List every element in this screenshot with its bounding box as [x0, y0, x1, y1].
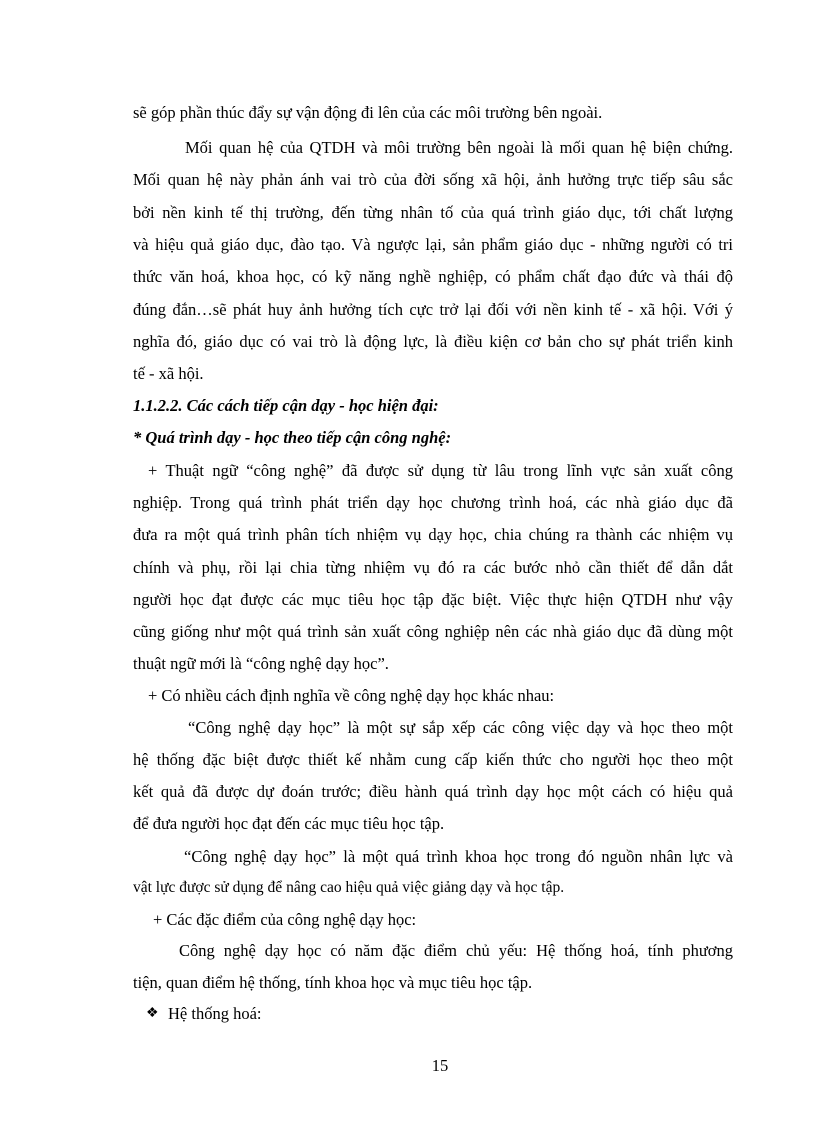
paragraph-line: đưa ra một quá trình phân tích nhiệm vụ dạy học, chia chúng ra thành các nhiệm vụ — [133, 525, 733, 544]
paragraph-line: tế - xã hội. — [133, 364, 204, 383]
paragraph-line: để đưa người học đạt đến các mục tiêu học tập. — [133, 814, 445, 833]
paragraph-line: “Công nghệ dạy học” là một quá trình khoa học trong đó nguồn nhân lực và — [184, 847, 733, 866]
paragraph-line: Mối quan hệ của QTDH và môi trường bên ngoài là mối quan hệ biện chứng. — [185, 138, 733, 157]
paragraph-line: + Có nhiều cách định nghĩa về công nghệ dạy học khác nhau: — [148, 686, 555, 705]
section-heading: 1.1.2.2. Các cách tiếp cận dạy - học hiện đại: — [133, 396, 439, 415]
paragraph-line: nghiệp. Trong quá trình phát triển dạy học chương trình hoá, các nhà giáo dục đã — [133, 493, 733, 512]
page-number: 15 — [431, 1056, 449, 1075]
paragraph-line: bởi nền kinh tế thị trường, đến từng nhân tố của quá trình giáo dục, tới chất lượng — [133, 203, 733, 222]
paragraph-line: thuật ngữ mới là “công nghệ dạy học”. — [133, 654, 389, 673]
paragraph-line: + Thuật ngữ “công nghệ” đã được sử dụng từ lâu trong lĩnh vực sản xuất công — [148, 461, 733, 480]
paragraph-line: hệ thống đặc biệt được thiết kế nhằm cung cấp kiến thức cho người học theo một — [133, 750, 733, 769]
paragraph-line: sẽ góp phần thúc đẩy sự vận động đi lên của các môi trường bên ngoài. — [133, 103, 603, 122]
paragraph-line: + Các đặc điểm của công nghệ dạy học: — [153, 910, 417, 929]
paragraph-line: vật lực được sử dụng để nâng cao hiệu quả việc giảng dạy và học tập. — [133, 879, 565, 896]
paragraph-line: và hiệu quả giáo dục, đào tạo. Và ngược lại, sản phẩm giáo dục - những người có tri — [133, 235, 733, 254]
paragraph-line: “Công nghệ dạy học” là một sự sắp xếp các công việc dạy và học theo một — [188, 718, 733, 737]
bullet-item: Hệ thống hoá: — [168, 1004, 262, 1023]
subsection-heading: * Quá trình dạy - học theo tiếp cận công nghệ: — [133, 428, 452, 447]
paragraph-line: Mối quan hệ này phản ánh vai trò của đời sống xã hội, ảnh hưởng trực tiếp sâu sắc — [133, 170, 733, 189]
diamond-bullet-icon: ❖ — [146, 1006, 159, 1021]
paragraph-line: thức văn hoá, khoa học, có kỹ năng nghề nghiệp, có phẩm chất đạo đức và thái độ — [133, 267, 733, 286]
paragraph-line: nghĩa đó, giáo dục có vai trò là động lực, là điều kiện cơ bản cho sự phát triển kinh — [133, 332, 733, 351]
paragraph-line: người học đạt được các mục tiêu học tập đặc biệt. Việc thực hiện QTDH như vậy — [133, 590, 733, 609]
paragraph-line: cũng giống như một quá trình sản xuất công nghiệp nên các nhà giáo dục đã dùng một — [133, 622, 733, 641]
paragraph-line: kết quả đã được dự đoán trước; điều hành quá trình dạy học một cách có hiệu quả — [133, 782, 733, 801]
paragraph-line: đúng đắn…sẽ phát huy ảnh hưởng tích cực trở lại đối với nền kinh tế - xã hội. Với ý — [133, 300, 733, 319]
paragraph-line: Công nghệ dạy học có năm đặc điểm chủ yếu: Hệ thống hoá, tính phương — [179, 941, 733, 960]
paragraph-line: tiện, quan điểm hệ thống, tính khoa học và mục tiêu học tập. — [133, 973, 533, 992]
paragraph-line: chính và phụ, rồi lại chia từng nhiệm vụ đó ra các bước nhỏ cần thiết để dẫn dắt — [133, 558, 733, 577]
